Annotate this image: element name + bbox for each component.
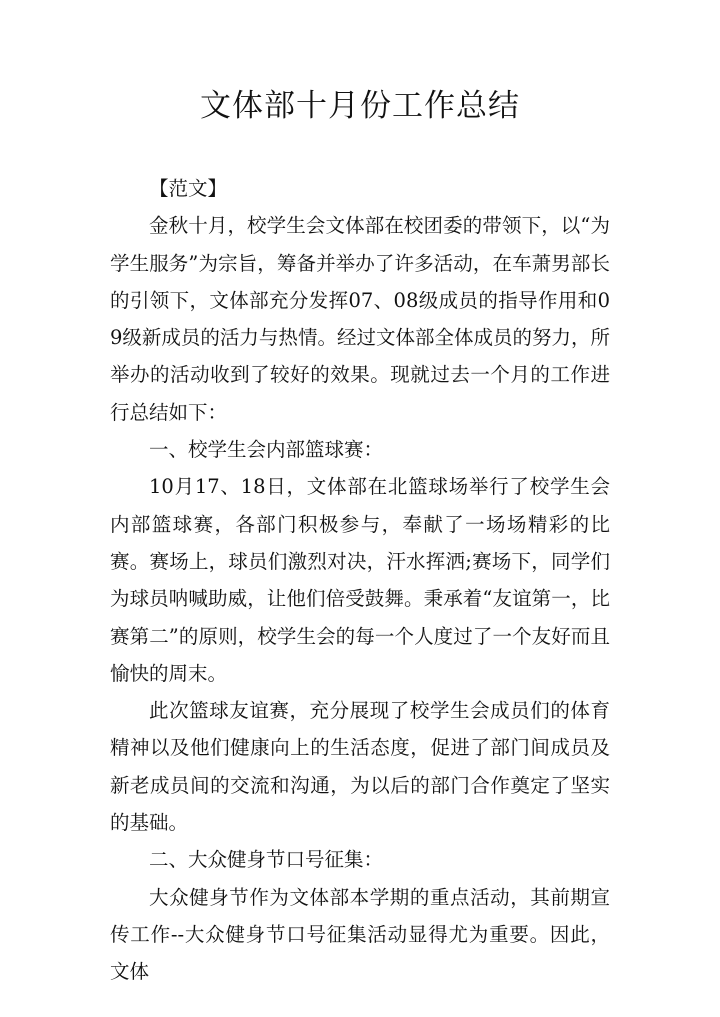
section-heading: 二、大众健身节口号征集： bbox=[149, 848, 384, 872]
document-body bbox=[110, 170, 610, 991]
document-paragraph: 金秋十月，校学生会文体部在校团委的带领下，以“为学生服务”为宗旨，筹备并举办了许多活动，在车萧男部长的引领下，文体部充分发挥07、08级成员的指导作用和09级新成员的活力与热情。经过文体部全体成员的努力，所举办的活动收到了较好的效果。现就过去一个月的工作进行总结如下： bbox=[110, 214, 610, 424]
document-paragraph: 此次篮球友谊赛，充分展现了校学生会成员们的体育精神以及他们健康向上的生活态度，促进了部门间成员及新老成员间的交流和沟通，为以后的部门合作奠定了坚实的基础。 bbox=[110, 699, 610, 835]
document-paragraph: 10月17、18日，文体部在北篮球场举行了校学生会内部篮球赛，各部门积极参与，奉献了一场场精彩的比赛。赛场上，球员们激烈对决，汗水挥洒;赛场下，同学们为球员呐喊助威，让他们倍受鼓舞。秉承着“友谊第一，比赛第二”的原则，校学生会的每一个人度过了一个友好而且愉快的周末。 bbox=[110, 475, 610, 685]
document-paragraph: 【范文】 bbox=[149, 177, 228, 200]
document-title: 文体部十月份工作总结 bbox=[200, 88, 520, 124]
section-heading: 一、校学生会内部篮球赛： bbox=[149, 438, 384, 462]
document-paragraph: 大众健身节作为文体部本学期的重点活动，其前期宣传工作--大众健身节口号征集活动显得尤为重要。因此，文体 bbox=[110, 885, 610, 984]
